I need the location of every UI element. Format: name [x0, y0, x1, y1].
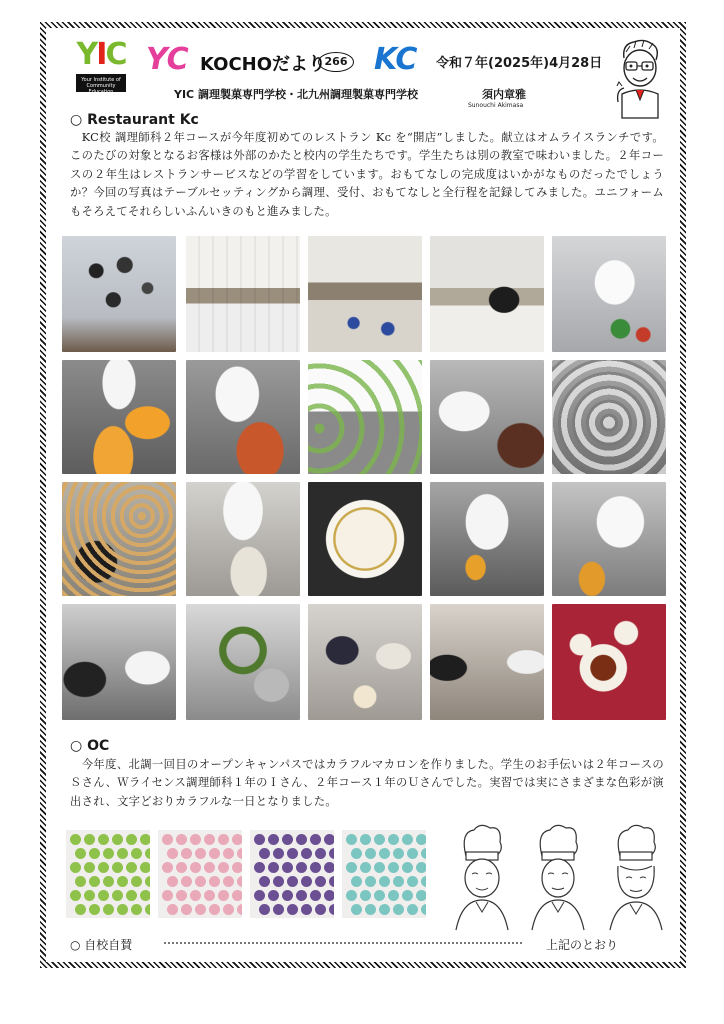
macaron-dot [176, 862, 187, 873]
macaron-dot [89, 876, 100, 887]
macaron-dot [315, 876, 326, 887]
macaron-dot [112, 834, 123, 845]
macaron-dot [287, 904, 298, 915]
macaron-dot [232, 890, 242, 901]
macaron-dot [237, 848, 242, 859]
macaron-dot [232, 834, 242, 845]
photo-service-counter [430, 604, 544, 720]
macaron-dot [181, 876, 192, 887]
newsletter-title: KOCHOだより [200, 54, 327, 75]
photo-teal-macarons [342, 830, 426, 918]
photo-purple-macarons [250, 830, 334, 918]
macaron-dot [360, 834, 371, 845]
macaron-dot [209, 876, 220, 887]
macaron-dot [365, 876, 376, 887]
macaron-dot [259, 848, 270, 859]
macaron-dot [237, 904, 242, 915]
macaron-dot [98, 834, 109, 845]
macaron-dot [218, 862, 229, 873]
macaron-dot [195, 876, 206, 887]
macaron-dot [351, 848, 362, 859]
macaron-dot [181, 848, 192, 859]
chef-drawing-3 [610, 825, 662, 930]
macaron-dot [117, 876, 128, 887]
macaron-dot [218, 890, 229, 901]
macaron-dot [393, 904, 404, 915]
photo-plating-dessert [186, 482, 300, 596]
macaron-dot [421, 876, 426, 887]
macaron-dot [190, 834, 201, 845]
macaron-dot [310, 834, 321, 845]
principal-name: 須内章雅 [482, 88, 526, 101]
macaron-dot [112, 862, 123, 873]
section-heading-restaurant: ○ Restaurant Kc [70, 112, 199, 128]
photo-plating-omurice [552, 482, 666, 596]
macaron-dot [329, 904, 334, 915]
macaron-dot [218, 834, 229, 845]
photo-cake-dessert-plate [308, 482, 422, 596]
macaron-dot [167, 848, 178, 859]
macaron-dot [310, 862, 321, 873]
macaron-dot [365, 848, 376, 859]
macaron-dot [351, 904, 362, 915]
photo-cooking-rice [186, 360, 300, 474]
macaron-dot [167, 904, 178, 915]
macaron-dot [126, 862, 137, 873]
macaron-dot [379, 848, 390, 859]
macaron-dot [402, 862, 413, 873]
macaron-dot [84, 862, 95, 873]
macaron-dot [310, 890, 321, 901]
macaron-dot [103, 904, 114, 915]
macaron-dot [407, 876, 418, 887]
macaron-dot [388, 834, 399, 845]
macaron-dot [329, 848, 334, 859]
macaron-dot [195, 904, 206, 915]
macaron-dot [223, 848, 234, 859]
macaron-dot [204, 890, 215, 901]
macaron-dot [98, 862, 109, 873]
macaron-dot [176, 834, 187, 845]
macaron-dot [365, 904, 376, 915]
macaron-dot [204, 834, 215, 845]
photo-reception [62, 604, 176, 720]
macaron-dot [176, 890, 187, 901]
macaron-dot [140, 834, 150, 845]
macaron-dot [254, 834, 265, 845]
macaron-dot [70, 834, 81, 845]
macaron-dot [84, 890, 95, 901]
macaron-dot [209, 848, 220, 859]
macaron-dot [268, 862, 279, 873]
macaron-dot [204, 862, 215, 873]
macaron-dot [162, 834, 173, 845]
student-chef-illustrations [448, 822, 676, 932]
macaron-dot [402, 890, 413, 901]
photo-sauce-pots [62, 360, 176, 474]
macaron-dot [273, 904, 284, 915]
photo-soup-station [430, 360, 544, 474]
section-body-restaurant: KC校 調理師科２年コースが今年度初めてのレストラン Kc を“開店”しました。献立はオムライスランチです。このたびの対象となるお客様は外部のかたと校内の学生たちです。学生たちは別の教室で味わいました。２年コースの２年生はレストランサービスなどの学習をしています。おもてなしの完成度はいかがなものだったでしょうか？今回の写真はテーブルセッティングから調理、受付、おもてなしと全行程を記録してみました。ユニフォームもそろえてそれらしいふんいきのもと進みました。 [70, 131, 664, 218]
macaron-dot [232, 862, 242, 873]
macaron-dot [131, 876, 142, 887]
section-body-oc: 今年度、北調一回目のオープンキャンパスではカラフルマカロンを作りました。学生のお手伝いは２年コースのＳさん、Ｗライセンス調理師科１年のＩさん、２年コース１年のＵさんでした。実習では実にさまざまな色彩が演出され、文字どおりカラフルな一日となりました。 [70, 758, 664, 808]
photo-salad-plates [308, 360, 422, 474]
macaron-dot [126, 890, 137, 901]
footer-heading: ○ 自校自賛 [70, 938, 133, 952]
macaron-dot [301, 904, 312, 915]
macaron-dot [98, 890, 109, 901]
macaron-dot [416, 862, 426, 873]
photo-table-setting-window [186, 236, 300, 352]
macaron-dot [75, 848, 86, 859]
macaron-dot [162, 890, 173, 901]
principal-romaji: Sunouchi Akimasa [468, 102, 524, 109]
macaron-dot [346, 890, 357, 901]
macaron-dot [223, 876, 234, 887]
macaron-dot [140, 890, 150, 901]
macaron-dot [360, 890, 371, 901]
macaron-dot [393, 876, 404, 887]
macaron-dot [268, 890, 279, 901]
macaron-dot [360, 862, 371, 873]
macaron-dot [103, 876, 114, 887]
macaron-dot [254, 890, 265, 901]
macaron-dot [374, 834, 385, 845]
macaron-dot [329, 876, 334, 887]
macaron-dot [209, 904, 220, 915]
footer-note: 上記のとおり [546, 938, 619, 952]
brand-yc: YC [146, 42, 189, 77]
macaron-dot [131, 848, 142, 859]
photo-bread-trays [62, 482, 176, 596]
macaron-dot [84, 834, 95, 845]
macaron-dot [407, 848, 418, 859]
photo-chef-prepping-vegetables [552, 236, 666, 352]
macaron-dot [126, 834, 137, 845]
brand-kc: KC [374, 42, 418, 77]
macaron-dot [324, 862, 334, 873]
macaron-dot [421, 848, 426, 859]
macaron-dot [287, 848, 298, 859]
macaron-dot [259, 876, 270, 887]
macaron-dot [416, 890, 426, 901]
school-name: YIC 調理製菓専門学校・北九州調理製菓専門学校 [174, 88, 418, 101]
macaron-dot [374, 890, 385, 901]
macaron-dot [282, 834, 293, 845]
logo-mark: YIC [76, 37, 126, 72]
logo-caption: Your Institute of Community Education [76, 74, 126, 92]
macaron-dot [379, 876, 390, 887]
photo-omelette-pan [430, 482, 544, 596]
macaron-dot [315, 848, 326, 859]
macaron-dot [346, 834, 357, 845]
macaron-dot [259, 904, 270, 915]
photo-grid [62, 236, 666, 724]
photo-wreath-urns [186, 604, 300, 720]
macaron-dot [117, 848, 128, 859]
macaron-dot [282, 862, 293, 873]
macaron-dot [296, 834, 307, 845]
newsletter-page [50, 30, 676, 960]
macaron-dot [70, 890, 81, 901]
macaron-dot [301, 876, 312, 887]
issue-date: 令和７年(2025年)4月28日 [436, 56, 603, 71]
macaron-dot [379, 904, 390, 915]
macaron-dot [190, 862, 201, 873]
issue-number: 266 [318, 52, 354, 72]
macaron-dot [70, 862, 81, 873]
macaron-dot [145, 876, 150, 887]
macaron-dot [167, 876, 178, 887]
macaron-dot [324, 890, 334, 901]
macaron-dot [254, 862, 265, 873]
section-heading-oc: ○ OC [70, 738, 110, 754]
macaron-dot [89, 904, 100, 915]
macaron-dot [195, 848, 206, 859]
macaron-dot [268, 834, 279, 845]
macaron-dot [89, 848, 100, 859]
chef-drawing-2 [532, 825, 584, 930]
macaron-dot [287, 876, 298, 887]
macaron-dot [324, 834, 334, 845]
photo-guests-dining [308, 604, 422, 720]
macaron-dot [351, 876, 362, 887]
macaron-dot [374, 862, 385, 873]
macaron-dot [75, 876, 86, 887]
photo-omurice-lunch-plate [552, 604, 666, 720]
macaron-dot [282, 890, 293, 901]
photo-pink-macarons [158, 830, 242, 918]
macaron-dot [421, 904, 426, 915]
photo-dining-room [308, 236, 422, 352]
macaron-dot [388, 890, 399, 901]
macaron-dot [407, 904, 418, 915]
photo-green-macarons [66, 830, 150, 918]
macaron-dot [416, 834, 426, 845]
photo-soup-cups [552, 360, 666, 474]
photo-student-setting-table [430, 236, 544, 352]
macaron-dot [145, 848, 150, 859]
macaron-dot [237, 876, 242, 887]
photo-wall-frames [62, 236, 176, 352]
macaron-dot [223, 904, 234, 915]
macaron-dot [301, 848, 312, 859]
macaron-dot [112, 890, 123, 901]
macaron-dot [117, 904, 128, 915]
macaron-dot [181, 904, 192, 915]
macaron-dot [75, 904, 86, 915]
school-logo [76, 38, 126, 94]
macaron-dot [190, 890, 201, 901]
macaron-dot [393, 848, 404, 859]
macaron-dot [273, 848, 284, 859]
principal-caricature-icon [614, 38, 664, 124]
macaron-dot [315, 904, 326, 915]
macaron-dot [145, 904, 150, 915]
macaron-dot [103, 848, 114, 859]
macaron-dot [388, 862, 399, 873]
macaron-dot [296, 862, 307, 873]
macaron-dot [131, 904, 142, 915]
footer-dotted-rule [164, 942, 522, 944]
macaron-dot [402, 834, 413, 845]
chef-drawing-1 [456, 825, 508, 930]
macaron-dot [296, 890, 307, 901]
macaron-dot [140, 862, 150, 873]
macaron-dot [162, 862, 173, 873]
macaron-dot [346, 862, 357, 873]
macaron-dot [273, 876, 284, 887]
